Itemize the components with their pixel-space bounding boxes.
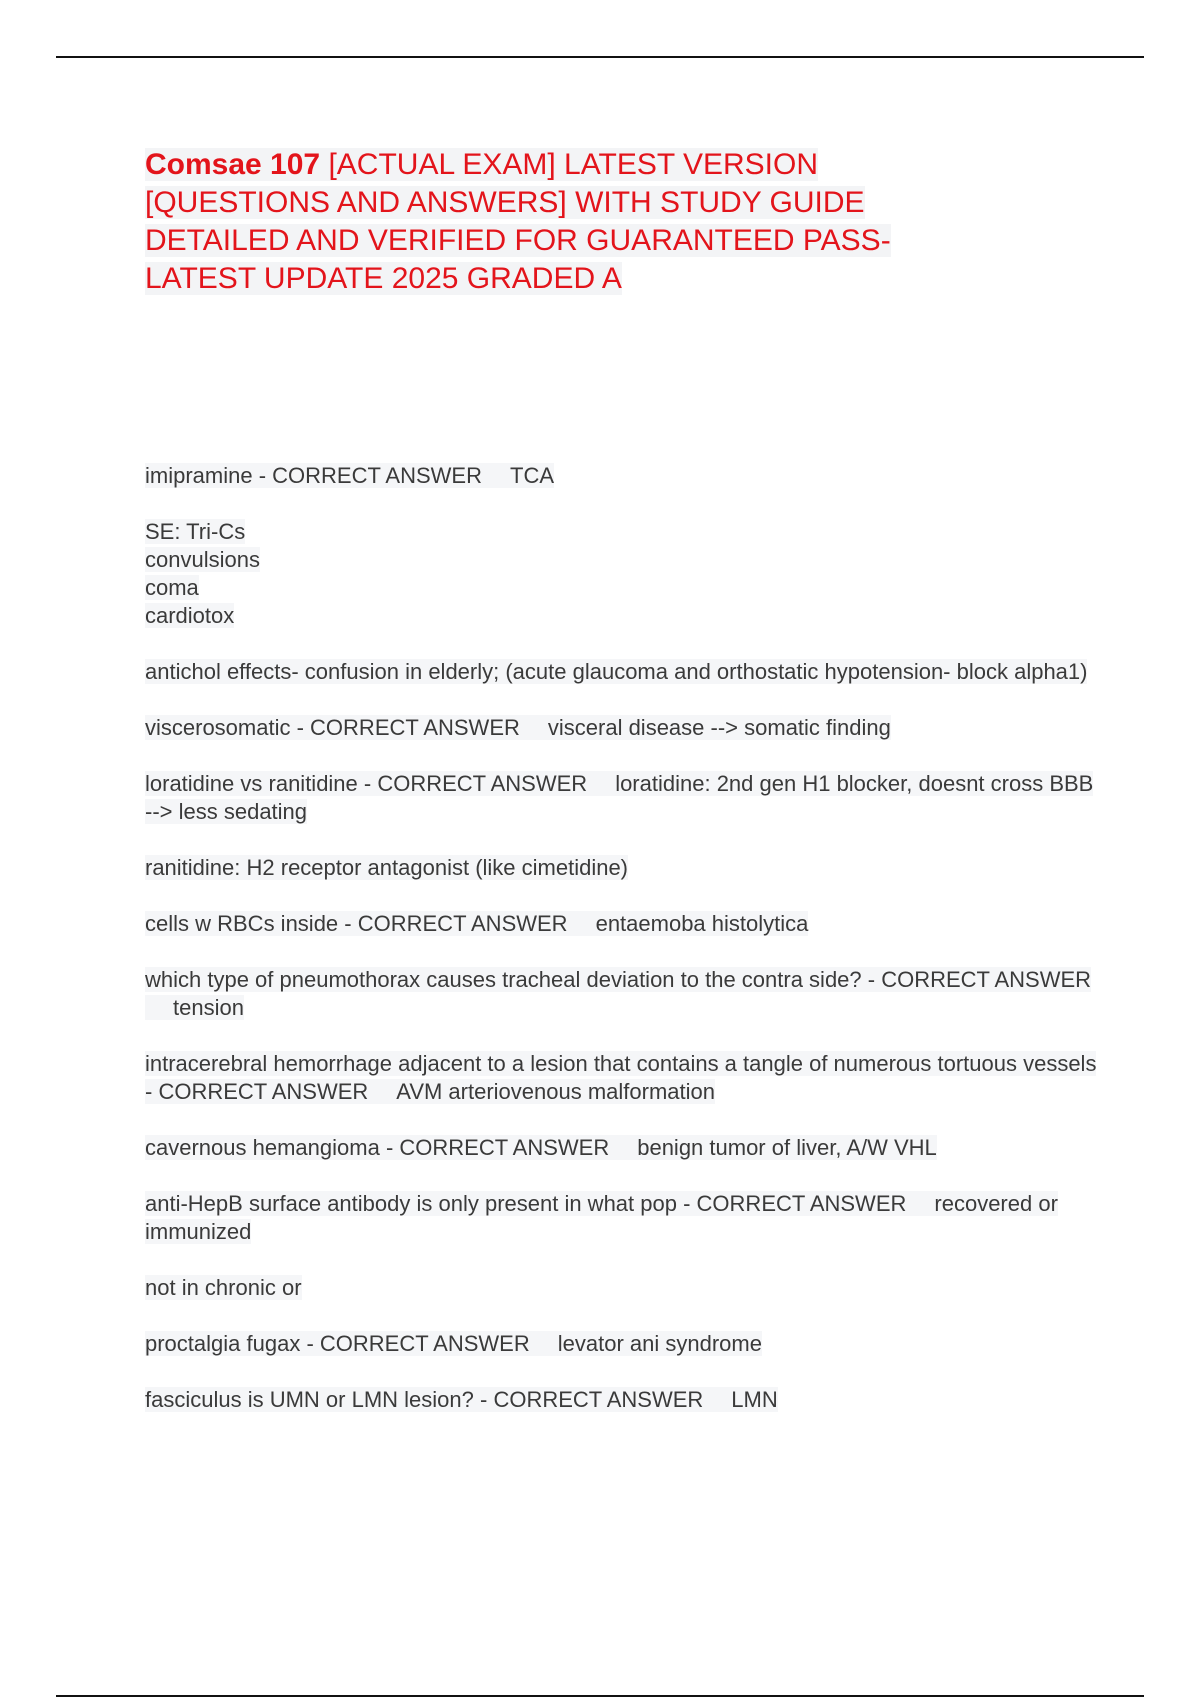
question: proctalgia fugax xyxy=(145,1331,301,1356)
question: intracerebral hemorrhage adjacent to a lesion that contains a tangle of numerous tortuous vessels xyxy=(145,1051,1097,1076)
answer-marker: - CORRECT ANSWER xyxy=(306,1331,530,1356)
question: cells w RBCs inside xyxy=(145,911,339,936)
answer: levator ani syndrome xyxy=(557,1331,762,1356)
answer: LMN xyxy=(731,1387,778,1412)
note-text: not in chronic or xyxy=(145,1275,302,1300)
answer: tension xyxy=(173,995,244,1020)
question: loratidine vs ranitidine xyxy=(145,771,358,796)
line: cardiotox xyxy=(145,603,235,628)
answer: visceral disease --> somatic finding xyxy=(547,715,891,740)
answer: TCA xyxy=(510,463,554,488)
question: imipramine xyxy=(145,463,253,488)
question: anti-HepB surface antibody is only present in what pop xyxy=(145,1191,677,1216)
qa-item xyxy=(145,1274,1105,1302)
qa-item xyxy=(145,518,1105,630)
question: viscerosomatic xyxy=(145,715,291,740)
answer: recovered or immunized xyxy=(145,1191,1058,1244)
question: fasciculus is UMN or LMN lesion? xyxy=(145,1387,474,1412)
title-rest: [ACTUAL EXAM] LATEST VERSION [QUESTIONS AND ANSWERS] WITH STUDY GUIDE DETAILED AND VERIFIED FOR GUARANTEED PASS-LATEST UPDATE 2025 GRADED A xyxy=(145,148,891,295)
note-text: antichol effects- confusion in elderly; (acute glaucoma and orthostatic hypotension- block alpha1) xyxy=(145,659,1088,684)
answer-marker: - CORRECT ANSWER xyxy=(683,1191,907,1216)
qa-item xyxy=(145,658,1105,686)
answer-marker: - CORRECT ANSWER xyxy=(480,1387,704,1412)
answer: AVM arteriovenous malformation xyxy=(396,1079,716,1104)
qa-item xyxy=(145,1386,1105,1414)
bottom-rule xyxy=(56,1695,1144,1697)
qa-item xyxy=(145,462,1105,490)
qa-item xyxy=(145,1050,1105,1106)
answer-marker: - CORRECT ANSWER xyxy=(344,911,568,936)
line: coma xyxy=(145,575,199,600)
qa-item xyxy=(145,966,1105,1022)
qa-item xyxy=(145,770,1105,826)
answer: loratidine: 2nd gen H1 blocker, doesnt cross BBB --> less sedating xyxy=(145,771,1094,824)
answer-marker: - CORRECT ANSWER xyxy=(363,771,588,796)
qa-item xyxy=(145,854,1105,882)
answer-marker: - CORRECT ANSWER xyxy=(258,463,482,488)
qa-item xyxy=(145,714,1105,742)
line: convulsions xyxy=(145,547,260,572)
qa-item xyxy=(145,1330,1105,1358)
line: SE: Tri-Cs xyxy=(145,519,246,544)
question: which type of pneumothorax causes tracheal deviation to the contra side? xyxy=(145,967,862,992)
document-title xyxy=(145,146,975,298)
qa-item xyxy=(145,910,1105,938)
title-bold: Comsae 107 xyxy=(145,148,321,181)
answer-marker: - CORRECT ANSWER xyxy=(296,715,520,740)
top-rule xyxy=(56,56,1144,58)
note-text: ranitidine: H2 receptor antagonist (like cimetidine) xyxy=(145,855,629,880)
qa-item xyxy=(145,1134,1105,1162)
answer: entaemoba histolytica xyxy=(595,911,809,936)
answer-marker: - CORRECT ANSWER xyxy=(145,1079,369,1104)
answer: benign tumor of liver, A/W VHL xyxy=(637,1135,937,1160)
qa-body xyxy=(145,462,1105,1414)
answer-marker: - CORRECT ANSWER xyxy=(385,1135,610,1160)
question: cavernous hemangioma xyxy=(145,1135,380,1160)
qa-item xyxy=(145,1190,1105,1246)
answer-marker: - CORRECT ANSWER xyxy=(867,967,1092,992)
